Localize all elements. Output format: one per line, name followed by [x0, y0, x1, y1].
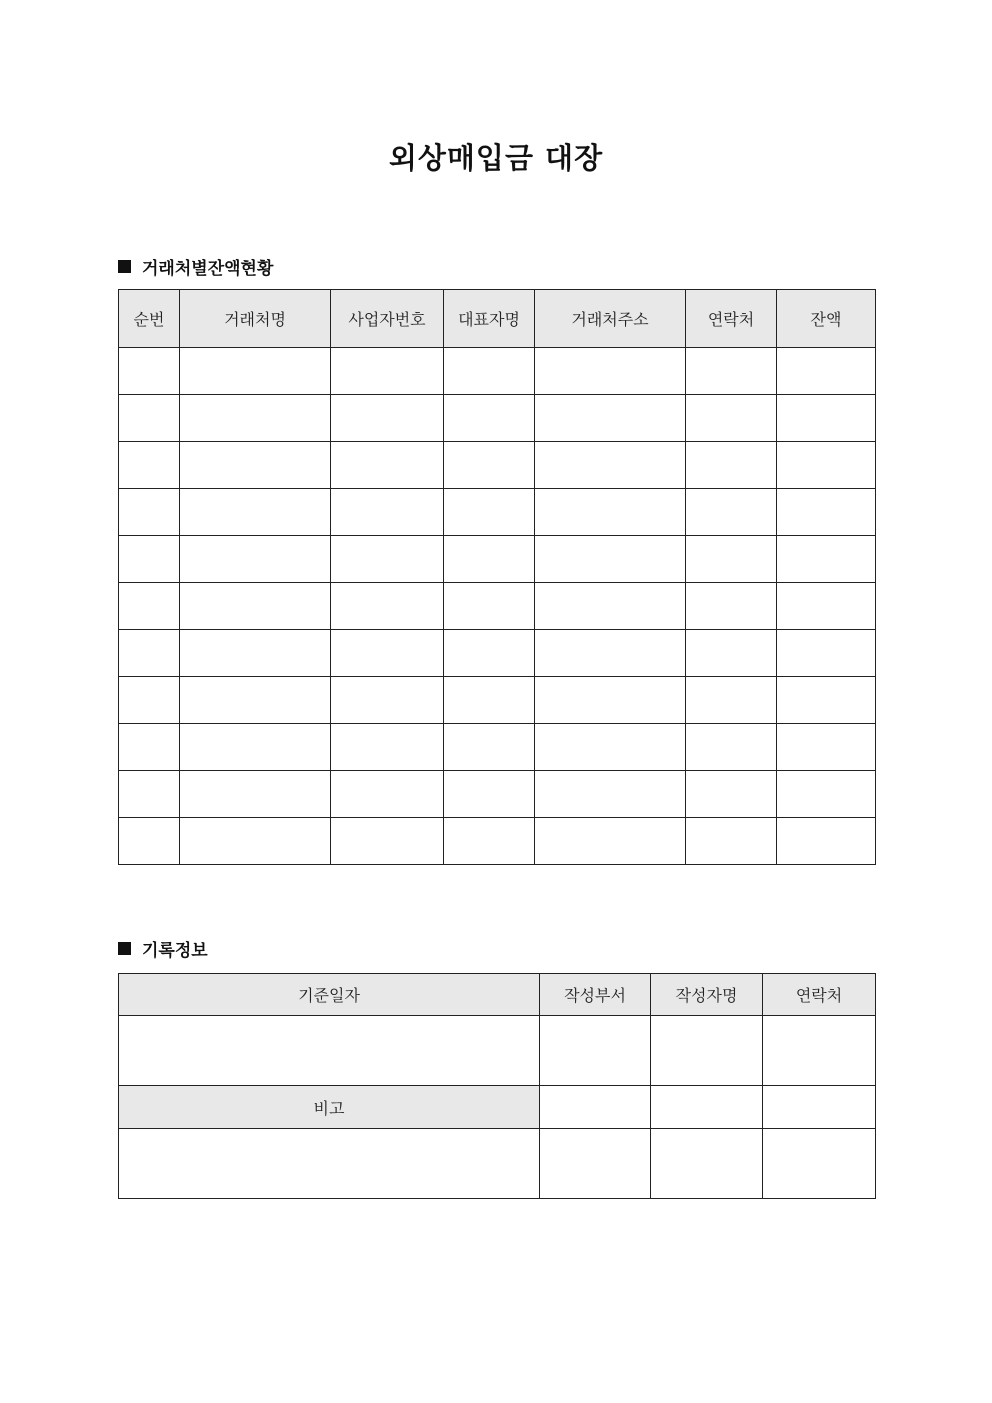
table-cell[interactable]: [777, 724, 876, 771]
table-cell[interactable]: [331, 818, 444, 865]
table-cell[interactable]: [180, 771, 331, 818]
column-header-vendor-name: 거래처명: [180, 290, 331, 348]
table-cell[interactable]: [331, 489, 444, 536]
table-row: [119, 1016, 876, 1086]
table-cell[interactable]: [119, 771, 180, 818]
table-cell[interactable]: [331, 395, 444, 442]
table-cell[interactable]: [686, 536, 777, 583]
table-cell[interactable]: [777, 489, 876, 536]
square-bullet-icon: [118, 942, 131, 955]
column-header-author: 작성자명: [651, 974, 763, 1016]
table-header-row: [119, 974, 876, 1016]
column-header-balance: 잔액: [777, 290, 876, 348]
table-cell[interactable]: [535, 348, 686, 395]
table-cell[interactable]: [331, 771, 444, 818]
table-cell[interactable]: [686, 771, 777, 818]
column-header-contact: 연락처: [686, 290, 777, 348]
record-table: [118, 973, 876, 1199]
table-cell[interactable]: [331, 442, 444, 489]
table-cell[interactable]: [444, 348, 535, 395]
table-cell[interactable]: [686, 348, 777, 395]
section-heading-record-label: 기록정보: [142, 941, 208, 961]
table-cell[interactable]: [331, 536, 444, 583]
table-cell[interactable]: [180, 395, 331, 442]
table-cell[interactable]: [331, 677, 444, 724]
square-bullet-icon: [118, 260, 131, 273]
balance-table-body: [119, 348, 876, 865]
table-cell[interactable]: [180, 677, 331, 724]
table-cell[interactable]: [777, 771, 876, 818]
table-row: [119, 442, 876, 489]
table-cell[interactable]: [686, 724, 777, 771]
table-cell[interactable]: [119, 395, 180, 442]
table-cell[interactable]: [535, 442, 686, 489]
table-cell[interactable]: [535, 489, 686, 536]
table-cell[interactable]: [444, 677, 535, 724]
table-cell[interactable]: [119, 724, 180, 771]
table-cell[interactable]: [535, 724, 686, 771]
table-cell[interactable]: [777, 348, 876, 395]
column-header-business-number: 사업자번호: [331, 290, 444, 348]
table-cell[interactable]: [686, 395, 777, 442]
table-cell[interactable]: [540, 1129, 651, 1199]
table-cell[interactable]: [686, 677, 777, 724]
table-cell[interactable]: [331, 583, 444, 630]
table-cell[interactable]: [777, 583, 876, 630]
table-row: [119, 818, 876, 865]
table-cell[interactable]: [777, 677, 876, 724]
table-row: [119, 630, 876, 677]
author-cell[interactable]: [651, 1016, 763, 1086]
base-date-cell[interactable]: [119, 1016, 540, 1086]
column-header-vendor-address: 거래처주소: [535, 290, 686, 348]
table-row: [119, 395, 876, 442]
table-cell[interactable]: [686, 583, 777, 630]
table-cell[interactable]: [535, 630, 686, 677]
table-row: [119, 771, 876, 818]
table-row: [119, 348, 876, 395]
table-cell[interactable]: [331, 724, 444, 771]
column-header-representative: 대표자명: [444, 290, 535, 348]
table-cell[interactable]: [535, 677, 686, 724]
table-cell[interactable]: [119, 348, 180, 395]
table-cell[interactable]: [180, 489, 331, 536]
table-row: [119, 1086, 876, 1129]
table-cell[interactable]: [119, 630, 180, 677]
table-cell[interactable]: [331, 348, 444, 395]
remarks-label-cell: 비고: [119, 1086, 540, 1129]
table-cell[interactable]: [535, 395, 686, 442]
table-cell[interactable]: [540, 1086, 651, 1129]
table-cell[interactable]: [444, 442, 535, 489]
department-cell[interactable]: [540, 1016, 651, 1086]
table-row: [119, 1129, 876, 1199]
table-row: [119, 583, 876, 630]
table-cell[interactable]: [535, 771, 686, 818]
table-row: [119, 489, 876, 536]
table-cell[interactable]: [444, 395, 535, 442]
contact-cell[interactable]: [763, 1016, 876, 1086]
table-cell[interactable]: [180, 442, 331, 489]
column-header-base-date: 기준일자: [119, 974, 540, 1016]
balance-table: [118, 289, 876, 865]
table-cell[interactable]: [686, 818, 777, 865]
table-cell[interactable]: [444, 724, 535, 771]
table-cell[interactable]: [535, 583, 686, 630]
table-cell[interactable]: [535, 536, 686, 583]
table-cell[interactable]: [444, 818, 535, 865]
column-header-contact: 연락처: [763, 974, 876, 1016]
table-row: [119, 677, 876, 724]
table-cell[interactable]: [119, 442, 180, 489]
table-cell[interactable]: [777, 395, 876, 442]
table-cell[interactable]: [763, 1129, 876, 1199]
page-title: 외상매입금 대장: [388, 141, 604, 175]
table-cell[interactable]: [444, 630, 535, 677]
section-heading-balance: [118, 254, 273, 279]
section-heading-record: [118, 936, 208, 961]
table-cell[interactable]: [119, 677, 180, 724]
table-cell[interactable]: [444, 771, 535, 818]
section-heading-balance-label: 거래처별잔액현황: [142, 259, 274, 279]
table-cell[interactable]: [180, 818, 331, 865]
table-cell[interactable]: [686, 442, 777, 489]
table-cell[interactable]: [777, 818, 876, 865]
table-cell[interactable]: [119, 583, 180, 630]
table-header-row: [119, 290, 876, 348]
table-cell[interactable]: [535, 818, 686, 865]
table-cell[interactable]: [777, 536, 876, 583]
table-row: [119, 536, 876, 583]
table-cell[interactable]: [444, 489, 535, 536]
table-cell[interactable]: [180, 724, 331, 771]
column-header-number: 순번: [119, 290, 180, 348]
table-cell[interactable]: [763, 1086, 876, 1129]
table-cell[interactable]: [777, 630, 876, 677]
table-cell[interactable]: [119, 536, 180, 583]
column-header-department: 작성부서: [540, 974, 651, 1016]
table-cell[interactable]: [651, 1086, 763, 1129]
table-cell[interactable]: [180, 348, 331, 395]
table-cell[interactable]: [180, 536, 331, 583]
table-cell[interactable]: [180, 630, 331, 677]
table-cell[interactable]: [686, 489, 777, 536]
table-cell[interactable]: [651, 1129, 763, 1199]
remarks-cell[interactable]: [119, 1129, 540, 1199]
table-cell[interactable]: [444, 536, 535, 583]
table-row: [119, 724, 876, 771]
table-cell[interactable]: [777, 442, 876, 489]
table-cell[interactable]: [180, 583, 331, 630]
table-cell[interactable]: [119, 489, 180, 536]
table-cell[interactable]: [444, 583, 535, 630]
table-cell[interactable]: [686, 630, 777, 677]
table-cell[interactable]: [119, 818, 180, 865]
table-cell[interactable]: [331, 630, 444, 677]
